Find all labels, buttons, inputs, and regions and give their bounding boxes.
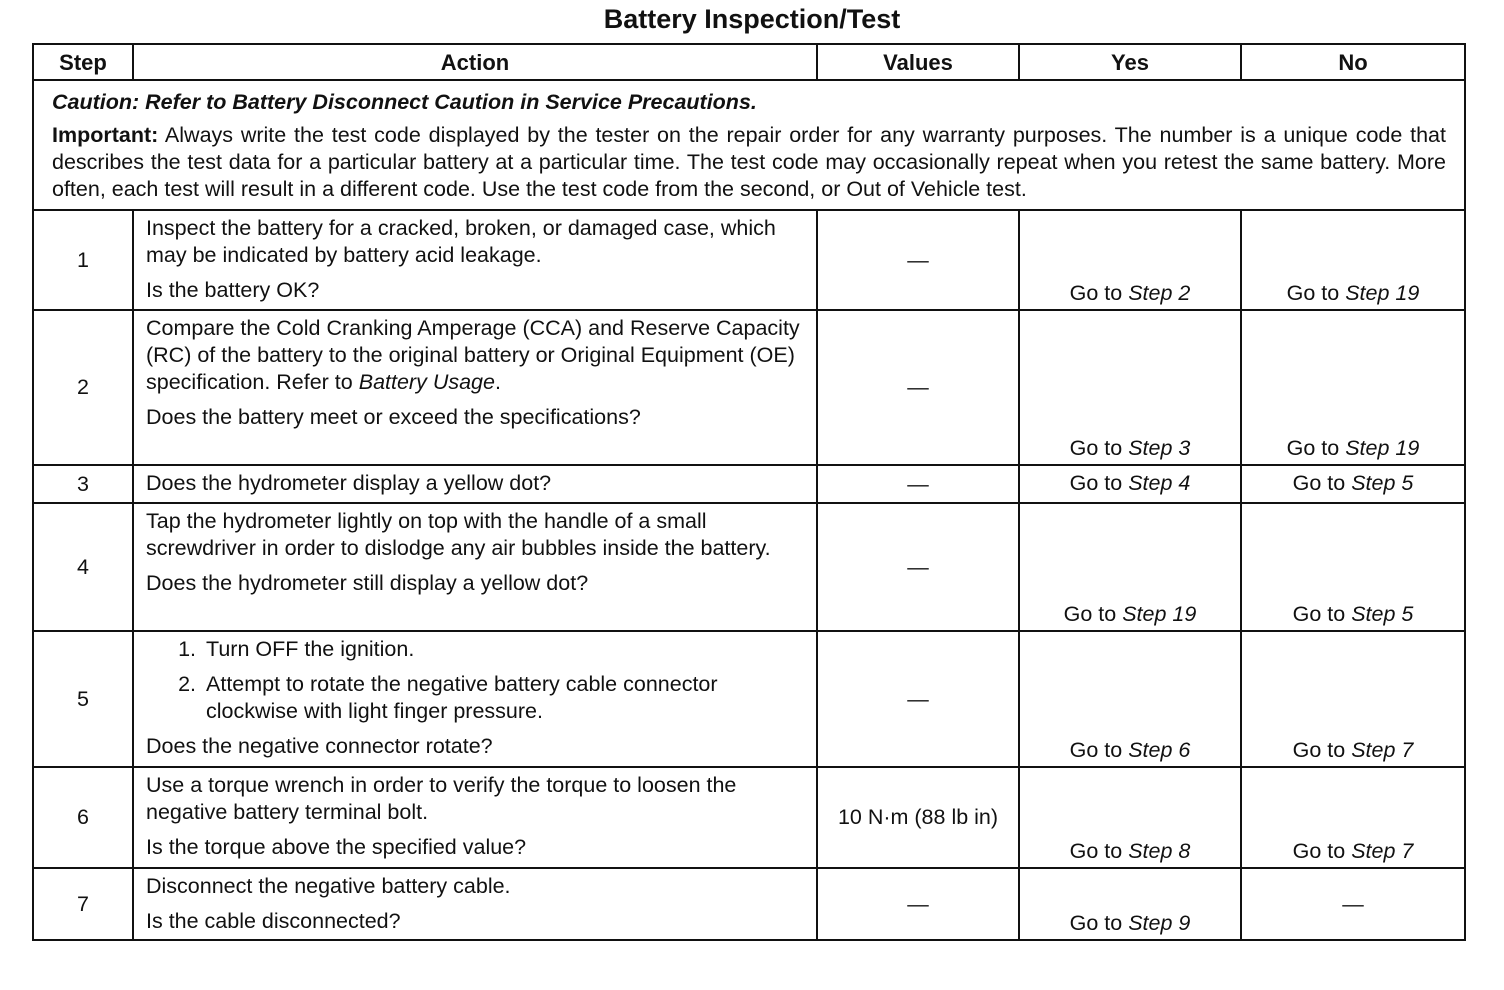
substep-item: 2. Attempt to rotate the negative battery cable connector clockwise with light finger pressure. [202,671,806,725]
action-question: Does the hydrometer display a yellow dot? [146,471,552,495]
action-question: Is the cable disconnected? [146,909,401,933]
no-step-link[interactable]: Step 19 [1345,281,1420,305]
action-question: Does the hydrometer still display a yellow dot? [146,571,589,595]
go-to-label: Go to [1069,839,1123,863]
action-cell [133,465,817,503]
step-number: 4 [33,503,133,631]
table-row [33,868,1465,940]
table-row [33,631,1465,767]
values-cell: — [817,631,1019,767]
yes-step-link[interactable]: Step 19 [1122,602,1197,626]
no-cell [1241,503,1465,631]
table-row [33,767,1465,868]
caution-note: Caution: Refer to Battery Disconnect Caution in Service Precautions. [52,90,757,114]
action-text [146,315,806,396]
yes-cell [1019,210,1241,310]
action-cell [133,310,817,465]
no-cell [1241,767,1465,868]
action-cell [133,631,817,767]
substep-item: 1. Turn OFF the ignition. [202,636,806,663]
page-title: Battery Inspection/Test [603,4,901,34]
go-to-label: Go to [1286,436,1340,460]
important-label: Important: [52,123,159,147]
values-cell: — [817,503,1019,631]
header-yes: Yes [1019,44,1241,80]
action-text: Inspect the battery for a cracked, broken, or damaged case, which may be indicated by battery acid leakage. [146,216,776,267]
no-step-link[interactable]: Step 7 [1351,738,1414,762]
action-text-body: Compare the Cold Cranking Amperage (CCA) and Reserve Capacity (RC) of the battery to the original battery or Original Equipment (OE) specification. Refer to [146,316,800,394]
no-step-link[interactable]: Step 19 [1345,436,1420,460]
action-text: Use a torque wrench in order to verify the torque to loosen the negative battery terminal bolt. [146,773,737,824]
go-to-label: Go to [1292,602,1346,626]
action-cell [133,767,817,868]
no-cell [1241,210,1465,310]
yes-step-link[interactable]: Step 3 [1128,436,1191,460]
yes-cell [1019,767,1241,868]
action-text: Disconnect the negative battery cable. [146,874,511,898]
no-step-link[interactable]: Step 5 [1351,470,1414,495]
values-cell: 10 N·m (88 lb in) [817,767,1019,868]
battery-usage-ref[interactable]: Battery Usage [358,370,495,394]
go-to-label: Go to [1063,602,1117,626]
table-row [33,310,1465,465]
no-cell [1241,465,1465,503]
no-cell [1241,310,1465,465]
action-cell [133,210,817,310]
table-row [33,503,1465,631]
action-text: Tap the hydrometer lightly on top with the handle of a small screwdriver in order to dislodge any air bubbles inside the battery. [146,509,771,560]
go-to-label: Go to [1286,281,1340,305]
yes-step-link[interactable]: Step 6 [1128,738,1191,762]
go-to-label: Go to [1292,839,1346,863]
yes-cell [1019,868,1241,940]
yes-cell [1019,631,1241,767]
notes-cell [33,80,1465,210]
go-to-label: Go to [1069,470,1123,495]
no-cell: — [1241,868,1465,940]
go-to-label: Go to [1069,911,1123,935]
action-cell [133,503,817,631]
yes-step-link[interactable]: Step 9 [1128,911,1191,935]
header-values: Values [817,44,1019,80]
header-step: Step [33,44,133,80]
step-number: 7 [33,868,133,940]
header-row [33,44,1465,80]
inspection-table [32,43,1466,941]
step-number: 3 [33,465,133,503]
no-step-link[interactable]: Step 5 [1351,602,1414,626]
go-to-label: Go to [1069,738,1123,762]
notes-row [33,80,1465,210]
go-to-label: Go to [1292,470,1346,495]
yes-step-link[interactable]: Step 4 [1128,470,1191,495]
yes-cell [1019,503,1241,631]
values-cell: — [817,210,1019,310]
no-step-link[interactable]: Step 7 [1351,839,1414,863]
yes-step-link[interactable]: Step 8 [1128,839,1191,863]
table-row [33,210,1465,310]
yes-step-link[interactable]: Step 2 [1128,281,1191,305]
go-to-label: Go to [1292,738,1346,762]
step-number: 6 [33,767,133,868]
values-cell: — [817,310,1019,465]
action-question: Is the battery OK? [146,278,320,302]
values-cell: — [817,465,1019,503]
action-question: Is the torque above the specified value? [146,835,527,859]
step-number: 2 [33,310,133,465]
values-cell: — [817,868,1019,940]
go-to-label: Go to [1069,281,1123,305]
table-row [33,465,1465,503]
important-text: Always write the test code displayed by the tester on the repair order for any warranty purposes. The number is a unique code that describes the test data for a particular battery at a particular time. The test code may occasionally repeat when you retest the same battery. More often, each test will result in a different code. Use the test code from the second, or Out of Vehicle test. [52,123,1446,201]
step-number: 1 [33,210,133,310]
header-no: No [1241,44,1465,80]
no-cell [1241,631,1465,767]
step-number: 5 [33,631,133,767]
action-ref-tail: . [494,370,501,394]
action-cell [133,868,817,940]
substep-list [146,636,806,725]
action-question: Does the battery meet or exceed the specifications? [146,405,641,429]
yes-cell [1019,465,1241,503]
action-question: Does the negative connector rotate? [146,734,493,758]
yes-cell [1019,310,1241,465]
header-action: Action [133,44,817,80]
go-to-label: Go to [1069,436,1123,460]
important-note [52,122,1446,203]
